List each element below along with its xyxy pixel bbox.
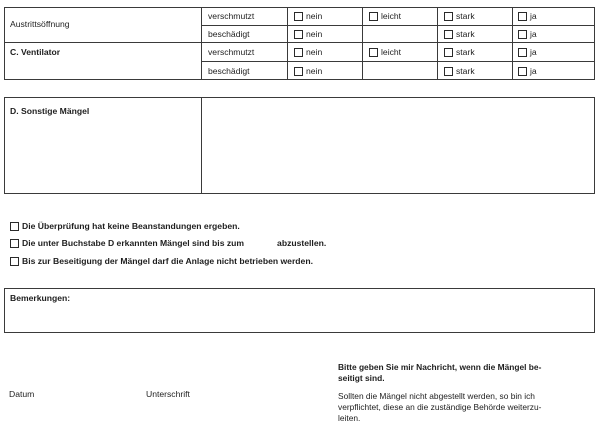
table-line — [201, 25, 594, 26]
checkbox-icon[interactable] — [369, 48, 378, 57]
condition-label: verschmutzt — [208, 47, 255, 57]
checkbox-icon[interactable] — [518, 67, 527, 76]
condition-label: beschädigt — [208, 66, 250, 76]
remarks-box[interactable] — [4, 288, 595, 333]
checkbox-ja[interactable]: ja — [518, 47, 537, 57]
table-line — [287, 7, 288, 80]
note-line-1: Sollten die Mängel nicht abgestellt werden, so bin ich — [338, 391, 535, 401]
checkbox-ja[interactable]: ja — [518, 66, 537, 76]
signature-label: Unterschrift — [146, 389, 190, 399]
table-line — [512, 7, 513, 80]
checkbox-leicht[interactable]: leicht — [369, 47, 401, 57]
checkbox-icon[interactable] — [10, 239, 19, 248]
checkbox-icon[interactable] — [444, 48, 453, 57]
checkbox-icon[interactable] — [444, 67, 453, 76]
checkbox-stark[interactable]: stark — [444, 47, 475, 57]
checkbox-icon[interactable] — [444, 30, 453, 39]
group-label-austrittsoeffnung: Austrittsöffnung — [10, 19, 70, 29]
checkbox-nein[interactable]: nein — [294, 29, 322, 39]
table-line — [4, 7, 594, 8]
defects-divider — [201, 97, 202, 194]
statement-deadline[interactable]: Die unter Buchstabe D erkannten Mängel sind bis zum abzustellen. — [10, 238, 326, 248]
checkbox-icon[interactable] — [294, 12, 303, 21]
checkbox-stark[interactable]: stark — [444, 11, 475, 21]
table-line — [201, 61, 594, 62]
notify-line-2: seitigt sind. — [338, 373, 385, 383]
table-line — [4, 42, 594, 43]
checkbox-nein[interactable]: nein — [294, 47, 322, 57]
checkbox-nein[interactable]: nein — [294, 66, 322, 76]
statement-no-objections[interactable]: Die Überprüfung hat keine Beanstandungen ergeben. — [10, 221, 240, 231]
note-line-2: verpflichtet, diese an die zuständige Behörde weiterzu- — [338, 402, 542, 412]
defects-label: D. Sonstige Mängel — [10, 106, 90, 116]
checkbox-icon[interactable] — [518, 30, 527, 39]
condition-label: beschädigt — [208, 29, 250, 39]
table-line — [4, 79, 594, 80]
checkbox-icon[interactable] — [369, 12, 378, 21]
table-line — [437, 7, 438, 80]
table-line — [201, 7, 202, 80]
checkbox-icon[interactable] — [518, 48, 527, 57]
table-line — [594, 7, 595, 80]
group-label-ventilator: C. Ventilator — [10, 47, 61, 57]
checkbox-ja[interactable]: ja — [518, 29, 537, 39]
checkbox-icon[interactable] — [518, 12, 527, 21]
checkbox-ja[interactable]: ja — [518, 11, 537, 21]
checkbox-icon[interactable] — [10, 222, 19, 231]
condition-label: verschmutzt — [208, 11, 255, 21]
checkbox-icon[interactable] — [294, 67, 303, 76]
checkbox-nein[interactable]: nein — [294, 11, 322, 21]
checkbox-icon[interactable] — [10, 257, 19, 266]
date-label: Datum — [9, 389, 35, 399]
statement-operation-prohibited[interactable]: Bis zur Beseitigung der Mängel darf die Anlage nicht betrieben werden. — [10, 256, 313, 266]
checkbox-leicht[interactable]: leicht — [369, 11, 401, 21]
table-line — [362, 7, 363, 80]
table-line — [4, 7, 5, 80]
checkbox-icon[interactable] — [294, 48, 303, 57]
notify-line-1: Bitte geben Sie mir Nachricht, wenn die Mängel be- — [338, 362, 542, 372]
checkbox-icon[interactable] — [444, 12, 453, 21]
note-line-3: leiten. — [338, 413, 361, 423]
checkbox-icon[interactable] — [294, 30, 303, 39]
remarks-label: Bemerkungen: — [10, 293, 71, 303]
checkbox-stark[interactable]: stark — [444, 66, 475, 76]
checkbox-stark[interactable]: stark — [444, 29, 475, 39]
defects-input-area[interactable] — [203, 99, 593, 192]
